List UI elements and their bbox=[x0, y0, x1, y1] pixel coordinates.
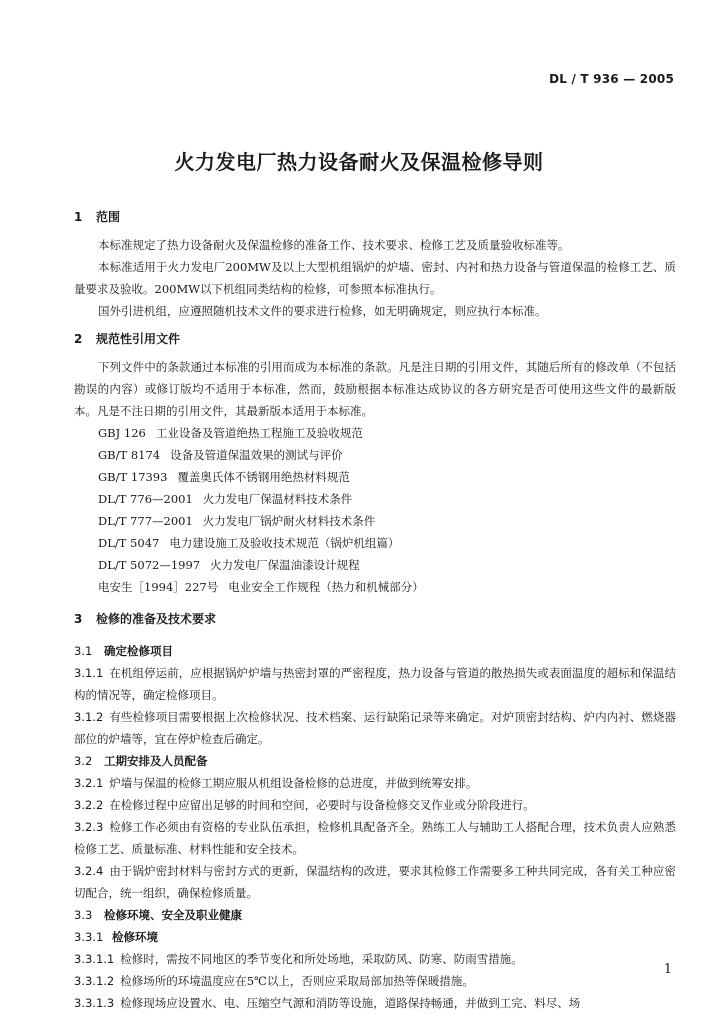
paragraph: 本标准规定了热力设备耐火及保温检修的准备工作、技术要求、检修工艺及质量验收标准等。 bbox=[98, 238, 570, 252]
clause-number: 3.2.2 bbox=[74, 798, 104, 812]
reference-title: 设备及管道保温效果的测试与评价 bbox=[170, 448, 343, 462]
reference-code: DL/T 776—2001 bbox=[98, 492, 193, 506]
reference-item bbox=[74, 422, 676, 444]
subsection-title: 工期安排及人员配备 bbox=[104, 754, 208, 768]
standard-code: DL / T 936 — 2005 bbox=[549, 72, 674, 86]
section-1-heading bbox=[74, 206, 676, 228]
reference-code: DL/T 5072—1997 bbox=[98, 558, 201, 572]
section-2-heading bbox=[74, 328, 676, 350]
section-title: 范围 bbox=[96, 210, 121, 224]
clause-number: 3.2.1 bbox=[74, 776, 104, 790]
reference-code: DL/T 5047 bbox=[98, 536, 160, 550]
reference-code: DL/T 777—2001 bbox=[98, 514, 193, 528]
reference-item bbox=[74, 488, 676, 510]
reference-title: 覆盖奥氏体不锈钢用绝热材料规范 bbox=[177, 470, 350, 484]
clause-number: 3.1.1 bbox=[74, 666, 104, 680]
reference-item bbox=[74, 510, 676, 532]
clause bbox=[74, 772, 676, 794]
clause bbox=[74, 662, 676, 706]
clause-text: 有些检修项目需要根据上次检修状况、技术档案、运行缺陷记录等来确定。对炉顶密封结构、炉内内衬、燃烧器部位的炉墙等，宜在停炉检查后确定。 bbox=[74, 710, 676, 746]
clause-number: 3.3.1.2 bbox=[74, 974, 115, 988]
paragraph: 本标准适用于火力发电厂200MW及以上大型机组锅炉的炉墙、密封、内衬和热力设备与管道保温的检修工艺、质量要求及验收。200MW以下机组同类结构的检修，可参照本标准执行。 bbox=[74, 260, 676, 296]
section-number: 3 bbox=[74, 612, 83, 626]
subsection-number: 3.1 bbox=[74, 644, 93, 658]
reference-item bbox=[74, 554, 676, 576]
clause bbox=[74, 992, 676, 1014]
reference-list bbox=[74, 422, 676, 598]
subsection-number: 3.3 bbox=[74, 908, 93, 922]
subsection-title: 确定检修项目 bbox=[104, 644, 173, 658]
reference-item bbox=[74, 466, 676, 488]
section-title: 规范性引用文件 bbox=[96, 332, 181, 346]
subsection-number: 3.2 bbox=[74, 754, 93, 768]
subsection-3-3-heading bbox=[74, 904, 676, 926]
page-number: 1 bbox=[663, 962, 672, 977]
clause-number: 3.1.2 bbox=[74, 710, 104, 724]
clause-text: 在机组停运前，应根据锅炉炉墙与热密封罩的严密程度，热力设备与管道的散热损失或表面温度的超标和保温结构的情况等，确定检修项目。 bbox=[74, 666, 676, 702]
clause-number: 3.3.1.3 bbox=[74, 996, 115, 1010]
clause-text: 在检修过程中应留出足够的时间和空间，必要时与设备检修交叉作业或分阶段进行。 bbox=[109, 798, 535, 812]
paragraph: 下列文件中的条款通过本标准的引用而成为本标准的条款。凡是注日期的引用文件，其随后所有的修改单（不包括勘误的内容）或修订版均不适用于本标准，然而，鼓励根据本标准达成协议的各方研究是否可使用这些文件的最新版本。凡是不注日期的引用文件，其最新版本适用于本标准。 bbox=[74, 360, 676, 418]
subsection-3-2-heading bbox=[74, 750, 676, 772]
clause-text: 由于锅炉密封材料与密封方式的更新，保温结构的改进，要求其检修工作需要多工种共同完成，各有关工种应密切配合，统一组织，确保检修质量。 bbox=[74, 864, 676, 900]
reference-title: 工业设备及管道绝热工程施工及验收规范 bbox=[155, 426, 363, 440]
reference-code: GBJ 126 bbox=[98, 426, 146, 440]
reference-item bbox=[74, 576, 676, 598]
reference-code: GB/T 8174 bbox=[98, 448, 161, 462]
clause-number: 3.3.1.1 bbox=[74, 952, 115, 966]
clause bbox=[74, 706, 676, 750]
subsection-3-3-1-heading bbox=[74, 926, 676, 948]
subsection-number: 3.3.1 bbox=[74, 930, 104, 944]
reference-title: 火力发电厂保温油漆设计规程 bbox=[210, 558, 360, 572]
clause-text: 炉墙与保温的检修工期应服从机组设备检修的总进度，并做到统筹安排。 bbox=[109, 776, 478, 790]
clause-text: 检修时，需按不同地区的季节变化和所处场地，采取防风、防寒、防雨雪措施。 bbox=[120, 952, 523, 966]
reference-item bbox=[74, 532, 676, 554]
clause bbox=[74, 860, 676, 904]
reference-code: 电安生［1994］227号 bbox=[98, 580, 219, 594]
reference-code: GB/T 17393 bbox=[98, 470, 168, 484]
section-number: 1 bbox=[74, 210, 83, 224]
paragraph: 国外引进机组，应遵照随机技术文件的要求进行检修，如无明确规定，则应执行本标准。 bbox=[98, 304, 547, 318]
clause bbox=[74, 948, 676, 970]
document-body bbox=[74, 206, 676, 1014]
document-title: 火力发电厂热力设备耐火及保温检修导则 bbox=[174, 150, 544, 174]
section-title: 检修的准备及技术要求 bbox=[96, 612, 217, 626]
clause bbox=[74, 970, 676, 992]
section-number: 2 bbox=[74, 332, 83, 346]
clause-text: 检修现场应设置水、电、压缩空气源和消防等设施，道路保持畅通，并做到工完、料尽、场 bbox=[120, 996, 581, 1010]
clause bbox=[74, 816, 676, 860]
subsection-title: 检修环境 bbox=[112, 930, 158, 944]
clause-text: 检修工作必须由有资格的专业队伍承担，检修机具配备齐全。熟练工人与辅助工人搭配合理，技术负责人应熟悉检修工艺、质量标准、材料性能和安全技术。 bbox=[74, 820, 676, 856]
reference-title: 电力建设施工及验收技术规范（锅炉机组篇） bbox=[169, 536, 400, 550]
reference-item bbox=[74, 444, 676, 466]
reference-title: 火力发电厂保温材料技术条件 bbox=[202, 492, 353, 506]
clause-text: 检修场所的环境温度应在5℃以上，否则应采取局部加热等保暖措施。 bbox=[120, 974, 474, 988]
clause bbox=[74, 794, 676, 816]
subsection-3-1-heading bbox=[74, 640, 676, 662]
clause-number: 3.2.3 bbox=[74, 820, 104, 834]
subsection-title: 检修环境、安全及职业健康 bbox=[104, 908, 242, 922]
clause-number: 3.2.4 bbox=[74, 864, 104, 878]
reference-title: 电业安全工作规程（热力和机械部分） bbox=[228, 580, 424, 594]
section-3-heading bbox=[74, 608, 676, 630]
reference-title: 火力发电厂锅炉耐火材料技术条件 bbox=[202, 514, 376, 528]
